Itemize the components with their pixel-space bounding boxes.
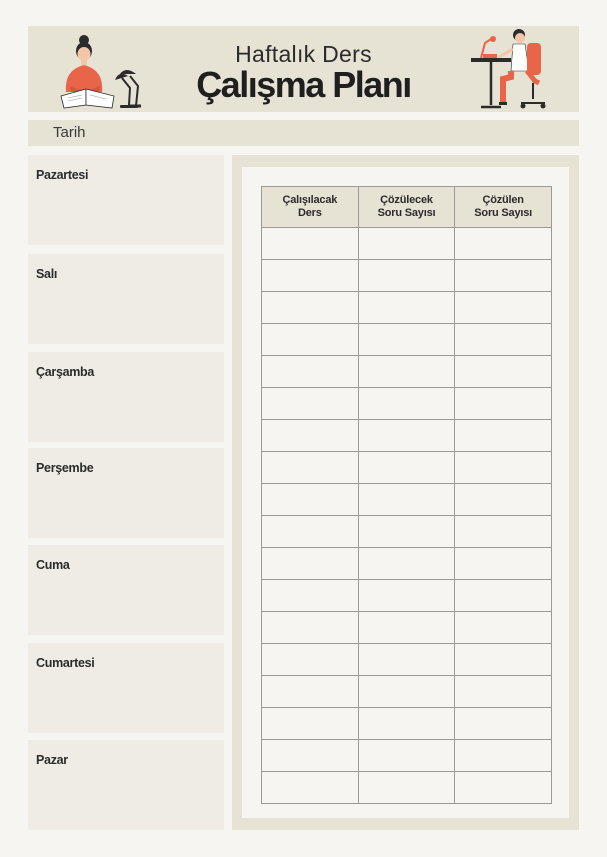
table-cell[interactable]	[262, 772, 359, 804]
table-cell[interactable]	[262, 580, 359, 612]
table-cell[interactable]	[455, 292, 552, 324]
day-box-pazartesi[interactable]	[28, 155, 224, 245]
table-row	[262, 516, 552, 548]
page-header	[28, 26, 579, 112]
table-cell[interactable]	[358, 772, 455, 804]
table-cell[interactable]	[455, 644, 552, 676]
table-cell[interactable]	[262, 516, 359, 548]
table-cell[interactable]	[455, 676, 552, 708]
table-row	[262, 548, 552, 580]
table-cell[interactable]	[455, 324, 552, 356]
table-cell[interactable]	[262, 644, 359, 676]
column-header-line: Çalışılacak	[282, 194, 338, 206]
table-row	[262, 292, 552, 324]
table-row	[262, 484, 552, 516]
table-cell[interactable]	[455, 548, 552, 580]
table-cell[interactable]	[262, 292, 359, 324]
page-title-line2: Çalışma Planı	[196, 64, 411, 105]
table-cell[interactable]	[358, 548, 455, 580]
table-cell[interactable]	[455, 612, 552, 644]
table-cell[interactable]	[262, 676, 359, 708]
table-cell[interactable]	[262, 452, 359, 484]
table-row	[262, 324, 552, 356]
table-row	[262, 772, 552, 804]
table-row	[262, 260, 552, 292]
table-row	[262, 740, 552, 772]
table-cell[interactable]	[455, 708, 552, 740]
table-row	[262, 708, 552, 740]
table-cell[interactable]	[455, 740, 552, 772]
study-table-panel-inner	[242, 167, 569, 818]
table-cell[interactable]	[455, 356, 552, 388]
table-cell[interactable]	[262, 740, 359, 772]
table-cell[interactable]	[358, 292, 455, 324]
table-cell[interactable]	[262, 356, 359, 388]
table-row	[262, 612, 552, 644]
day-box-pazar[interactable]	[28, 740, 224, 830]
table-cell[interactable]	[455, 388, 552, 420]
date-label: Tarih	[53, 124, 86, 141]
table-cell[interactable]	[262, 260, 359, 292]
page-title-line1: Haftalık Ders	[235, 41, 372, 67]
table-cell[interactable]	[262, 484, 359, 516]
table-cell[interactable]	[358, 356, 455, 388]
day-label: Pazartesi	[36, 168, 89, 182]
table-cell[interactable]	[455, 580, 552, 612]
table-cell[interactable]	[358, 420, 455, 452]
study-table-panel	[232, 155, 579, 830]
day-label: Salı	[36, 267, 58, 281]
table-cell[interactable]	[262, 708, 359, 740]
table-cell[interactable]	[455, 420, 552, 452]
table-cell[interactable]	[455, 452, 552, 484]
table-cell[interactable]	[358, 228, 455, 260]
column-header-line: Çözülen	[482, 194, 524, 206]
table-cell[interactable]	[358, 740, 455, 772]
table-cell[interactable]	[358, 708, 455, 740]
day-label: Çarşamba	[36, 365, 95, 379]
table-cell[interactable]	[358, 484, 455, 516]
table-cell[interactable]	[262, 228, 359, 260]
column-header-solved-questions	[455, 187, 552, 228]
table-row	[262, 356, 552, 388]
table-cell[interactable]	[262, 388, 359, 420]
table-cell[interactable]	[358, 612, 455, 644]
day-box-cumartesi[interactable]	[28, 643, 224, 733]
table-cell[interactable]	[358, 644, 455, 676]
date-field[interactable]	[28, 120, 579, 146]
column-header-line: Çözülecek	[380, 194, 433, 206]
table-cell[interactable]	[358, 324, 455, 356]
day-label: Cumartesi	[36, 656, 95, 670]
table-cell[interactable]	[262, 420, 359, 452]
table-cell[interactable]	[455, 516, 552, 548]
column-header-line: Soru Sayısı	[377, 207, 436, 219]
table-cell[interactable]	[358, 452, 455, 484]
table-cell[interactable]	[358, 676, 455, 708]
column-header-line: Soru Sayısı	[474, 207, 533, 219]
table-cell[interactable]	[358, 580, 455, 612]
table-cell[interactable]	[455, 772, 552, 804]
table-cell[interactable]	[358, 260, 455, 292]
day-label: Cuma	[36, 558, 70, 572]
day-box-cuma[interactable]	[28, 545, 224, 635]
table-cell[interactable]	[455, 260, 552, 292]
table-cell[interactable]	[455, 228, 552, 260]
study-plan-table-body	[262, 228, 552, 804]
table-cell[interactable]	[358, 388, 455, 420]
day-box-sali[interactable]	[28, 254, 224, 344]
table-header-row	[262, 187, 552, 228]
table-row	[262, 676, 552, 708]
table-cell[interactable]	[358, 516, 455, 548]
column-header-planned-questions	[358, 187, 455, 228]
man-at-desk-illustration	[469, 27, 551, 111]
table-cell[interactable]	[262, 548, 359, 580]
table-cell[interactable]	[262, 612, 359, 644]
table-row	[262, 644, 552, 676]
table-cell[interactable]	[262, 324, 359, 356]
table-row	[262, 388, 552, 420]
table-row	[262, 452, 552, 484]
day-box-persembe[interactable]	[28, 448, 224, 538]
table-cell[interactable]	[455, 484, 552, 516]
study-plan-table	[261, 186, 552, 804]
table-row	[262, 420, 552, 452]
column-header-line: Ders	[297, 207, 322, 219]
day-label: Perşembe	[36, 461, 94, 475]
day-label: Pazar	[36, 753, 68, 767]
column-header-subject	[262, 187, 359, 228]
table-row	[262, 580, 552, 612]
table-row	[262, 228, 552, 260]
day-box-carsamba[interactable]	[28, 352, 224, 442]
